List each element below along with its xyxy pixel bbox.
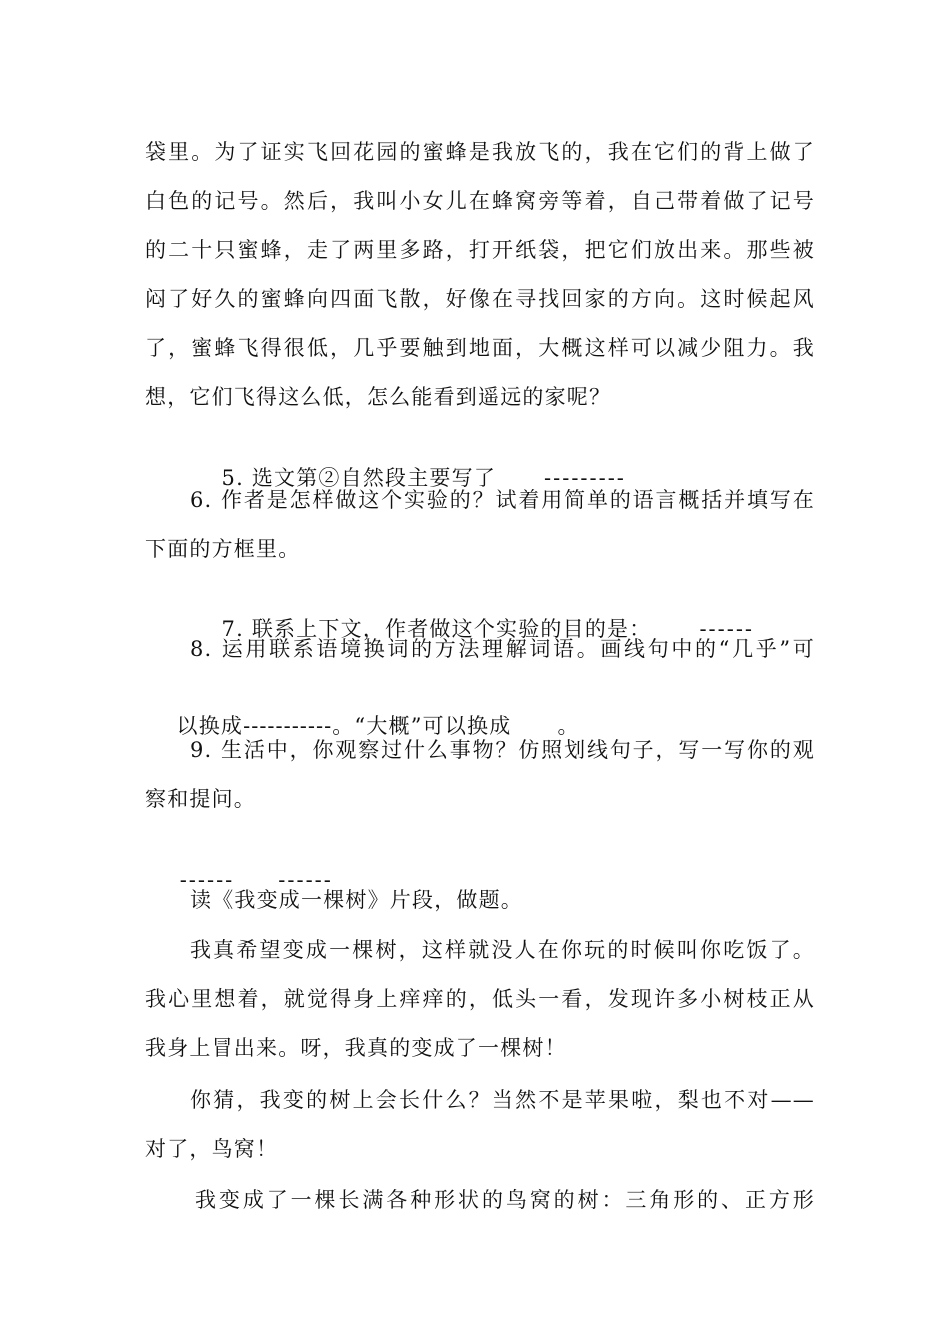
passage2-line-6: 我变成了一棵长满各种形状的鸟窝的树：三角形的、正方形 (195, 1188, 815, 1212)
passage1-line-2: 白色的记号。然后，我叫小女儿在蜂窝旁等着，自己带着做了记号 (145, 189, 815, 213)
section-intro: 读《我变成一棵树》片段，做题。 (190, 888, 523, 912)
question-6-line-2: 下面的方框里。 (145, 537, 301, 561)
question-9-line-1: 9. 生活中，你观察过什么事物？仿照划线句子，写一写你的观 (190, 738, 815, 762)
passage1-line-5: 了，蜜蜂飞得很低，几乎要触到地面，大概这样可以减少阻力。我 (145, 336, 815, 360)
passage2-line-4: 你猜，我变的树上会长什么？当然不是苹果啦，梨也不对—— (190, 1088, 815, 1112)
question-8-text-b: 。“大概”可以换成 (332, 714, 512, 738)
passage2-line-5: 对了，鸟窝！ (145, 1137, 279, 1161)
question-5-blank[interactable]: --------- (544, 466, 626, 490)
question-7-text: 7. 联系上下文，作者做这个实验的目的是： (221, 617, 652, 641)
question-8-blank-1[interactable]: ----------- (243, 714, 333, 738)
question-8-end: 。 (557, 714, 580, 738)
passage1-line-4: 闷了好久的蜜蜂向四面飞散，好像在寻找回家的方向。这时候起风 (145, 287, 815, 311)
question-9-blank-1[interactable]: ------ (179, 868, 235, 892)
question-8-line-1: 8. 运用联系语境换词的方法理解词语。画线句中的“几乎”可 (190, 637, 815, 661)
question-9-line-2: 察和提问。 (145, 787, 256, 811)
question-7-blank[interactable]: ------ (699, 617, 755, 641)
question-5-text: 5. 选文第②自然段主要写了 (221, 466, 497, 490)
passage2-line-3: 我身上冒出来。呀，我真的变成了一棵树！ (145, 1036, 567, 1060)
question-8-text-a: 以换成 (176, 714, 244, 738)
passage1-line-1: 袋里。为了证实飞回花园的蜜蜂是我放飞的，我在它们的背上做了 (145, 140, 815, 164)
passage2-line-1: 我真希望变成一棵树，这样就没人在你玩的时候叫你吃饭了。 (190, 938, 815, 962)
question-9-blank-2[interactable]: ------ (278, 868, 333, 892)
passage2-line-2: 我心里想着，就觉得身上痒痒的，低头一看，发现许多小树枝正从 (145, 987, 815, 1011)
passage1-line-6: 想，它们飞得这么低，怎么能看到遥远的家呢？ (145, 385, 612, 409)
passage1-line-3: 的二十只蜜蜂，走了两里多路，打开纸袋，把它们放出来。那些被 (145, 238, 815, 262)
question-6-line-1: 6. 作者是怎样做这个实验的？试着用简单的语言概括并填写在 (190, 488, 815, 512)
